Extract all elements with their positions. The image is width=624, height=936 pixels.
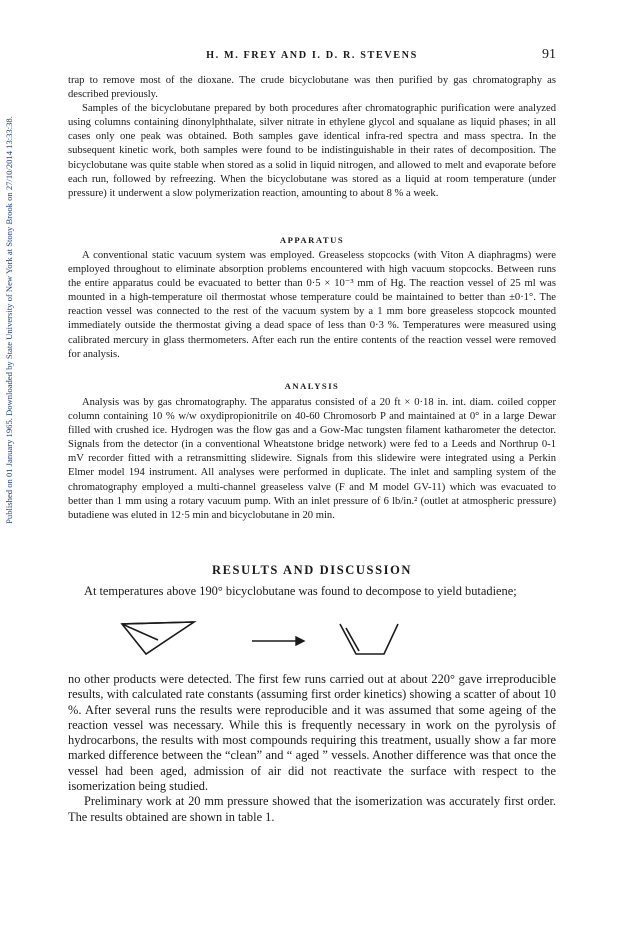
reaction-scheme-svg [118, 618, 448, 662]
analysis-text [68, 396, 556, 523]
download-watermark [2, 40, 16, 600]
analysis-paragraph: Analysis was by gas chromatography. The apparatus consisted of a 20 ft × 0·18 in. int. diam. coiled copper column containing 10 % w/w oxydipropionitrile on 40-60 Chromosorb P and maintained at 0° in a large Dewar filled with crushed ice. Hydrogen was the flow gas and a Gow-Mac tungsten filament katharometer the detector. Signals from the detector (in a conventional Wheatstone bridge network) were fed to a Leeds and Northrup 0-1 mV recorder fitted with a retransmitting slidewire. Signals from this slidewire were integrated using a Perkin Elmer model 194 instrument. All analyses were performed in duplicate. The inlet and sampling system of the chromatography employed a multi-channel greaseless valve (F and M model GV-11) which was evacuated to better than 1 mm using a rotary vacuum pump. With an inlet pressure of 6 lb/in.² (outlet at atmospheric pressure) butadiene was eluted in 12·5 min and bicyclobutane in 20 min. [68, 397, 556, 521]
analysis-heading: ANALYSIS [284, 381, 340, 391]
results-paragraph-2: no other products were detected. The first few runs carried out at about 220° gave irreproducible results, with calculated rate constants (assuming first order kinetics) showing a scatter of about 10 %. After several runs the results were reproducible and it was assumed that some ageing of the reaction vessel was necessary. While this is frequently necessary in work on the pyrolysis of hydrocarbons, the results with most compounds requiring this treatment, usually show a far more marked difference between the “clean” and “ aged ” vessels. Another difference was that once the vessel had been aged, admission of air did not reactivate the surface with respect to the isomerization being studied. [68, 672, 556, 794]
download-watermark-text: Published on 01 January 1965. Downloaded by State University of New York at Stony Brook on 27/10/2014 13:33:38. [4, 116, 14, 524]
running-head [68, 47, 556, 66]
apparatus-text [68, 249, 556, 362]
results-paragraph-3: Preliminary work at 20 mm pressure showed that the isomerization was accurately first order. The results obtained are shown in table 1. [68, 794, 556, 824]
results-text [68, 672, 556, 825]
intro-paragraph-2: Samples of the bicyclobutane prepared by both procedures after chromatographic purification were analyzed using columns containing dinonylphthalate, silver nitrate in ethylene glycol and squalane as liquid phases; in all cases only one peak was obtained. Both samples gave identical infra-red spectra and mass spectra. In the subsequent kinetic work, both samples were found to be indistinguishable in their rates of decomposition. The bicyclobutane was quite stable when stored as a solid in liquid nitrogen, and allowed to melt and evaporate before each run, followed by refreezing. When the bicyclobutane was stored as a liquid at room temperature (under pressure) it underwent a slow polymerization reaction, amounting to about 8 % a week. [68, 103, 556, 199]
intro-paragraph-1: trap to remove most of the dioxane. The crude bicyclobutane was then purified by gas chromatography as described previously. [68, 75, 556, 101]
butadiene-structure [340, 624, 398, 654]
results-paragraph-1: At temperatures above 190° bicyclobutane was found to decompose to yield butadiene; [84, 584, 517, 598]
apparatus-heading: APPARATUS [279, 235, 345, 245]
intro-text [68, 74, 556, 201]
reaction-scheme [118, 618, 448, 662]
page-number: 91 [542, 47, 556, 62]
apparatus-paragraph: A conventional static vacuum system was employed. Greaseless stopcocks (with Viton A diaphragms) were employed throughout to eliminate absorption problems encountered with high vacuum stopcocks. Between runs the entire apparatus could be evacuated to better than 0·5 × 10⁻³ mm of Hg. The reaction vessel of 25 ml was mounted in a high-temperature oil thermostat whose temperature could be maintained to better than ±0·1°. The reaction vessel was connected to the rest of the vacuum system by a 1 mm bore greaseless stopcock mounted immediately outside the thermostat giving a dead space of less than 0·3 %. Temperatures were measured using calibrated mercury in glass thermometers. After each run the entire contents of the reaction vessel were removed for analysis. [68, 250, 556, 360]
bicyclobutane-structure [122, 622, 194, 654]
running-title: H. M. FREY AND I. D. R. STEVENS [206, 50, 418, 61]
results-intro [68, 584, 556, 599]
reaction-arrow [252, 637, 304, 645]
results-heading: RESULTS AND DISCUSSION [211, 563, 413, 577]
